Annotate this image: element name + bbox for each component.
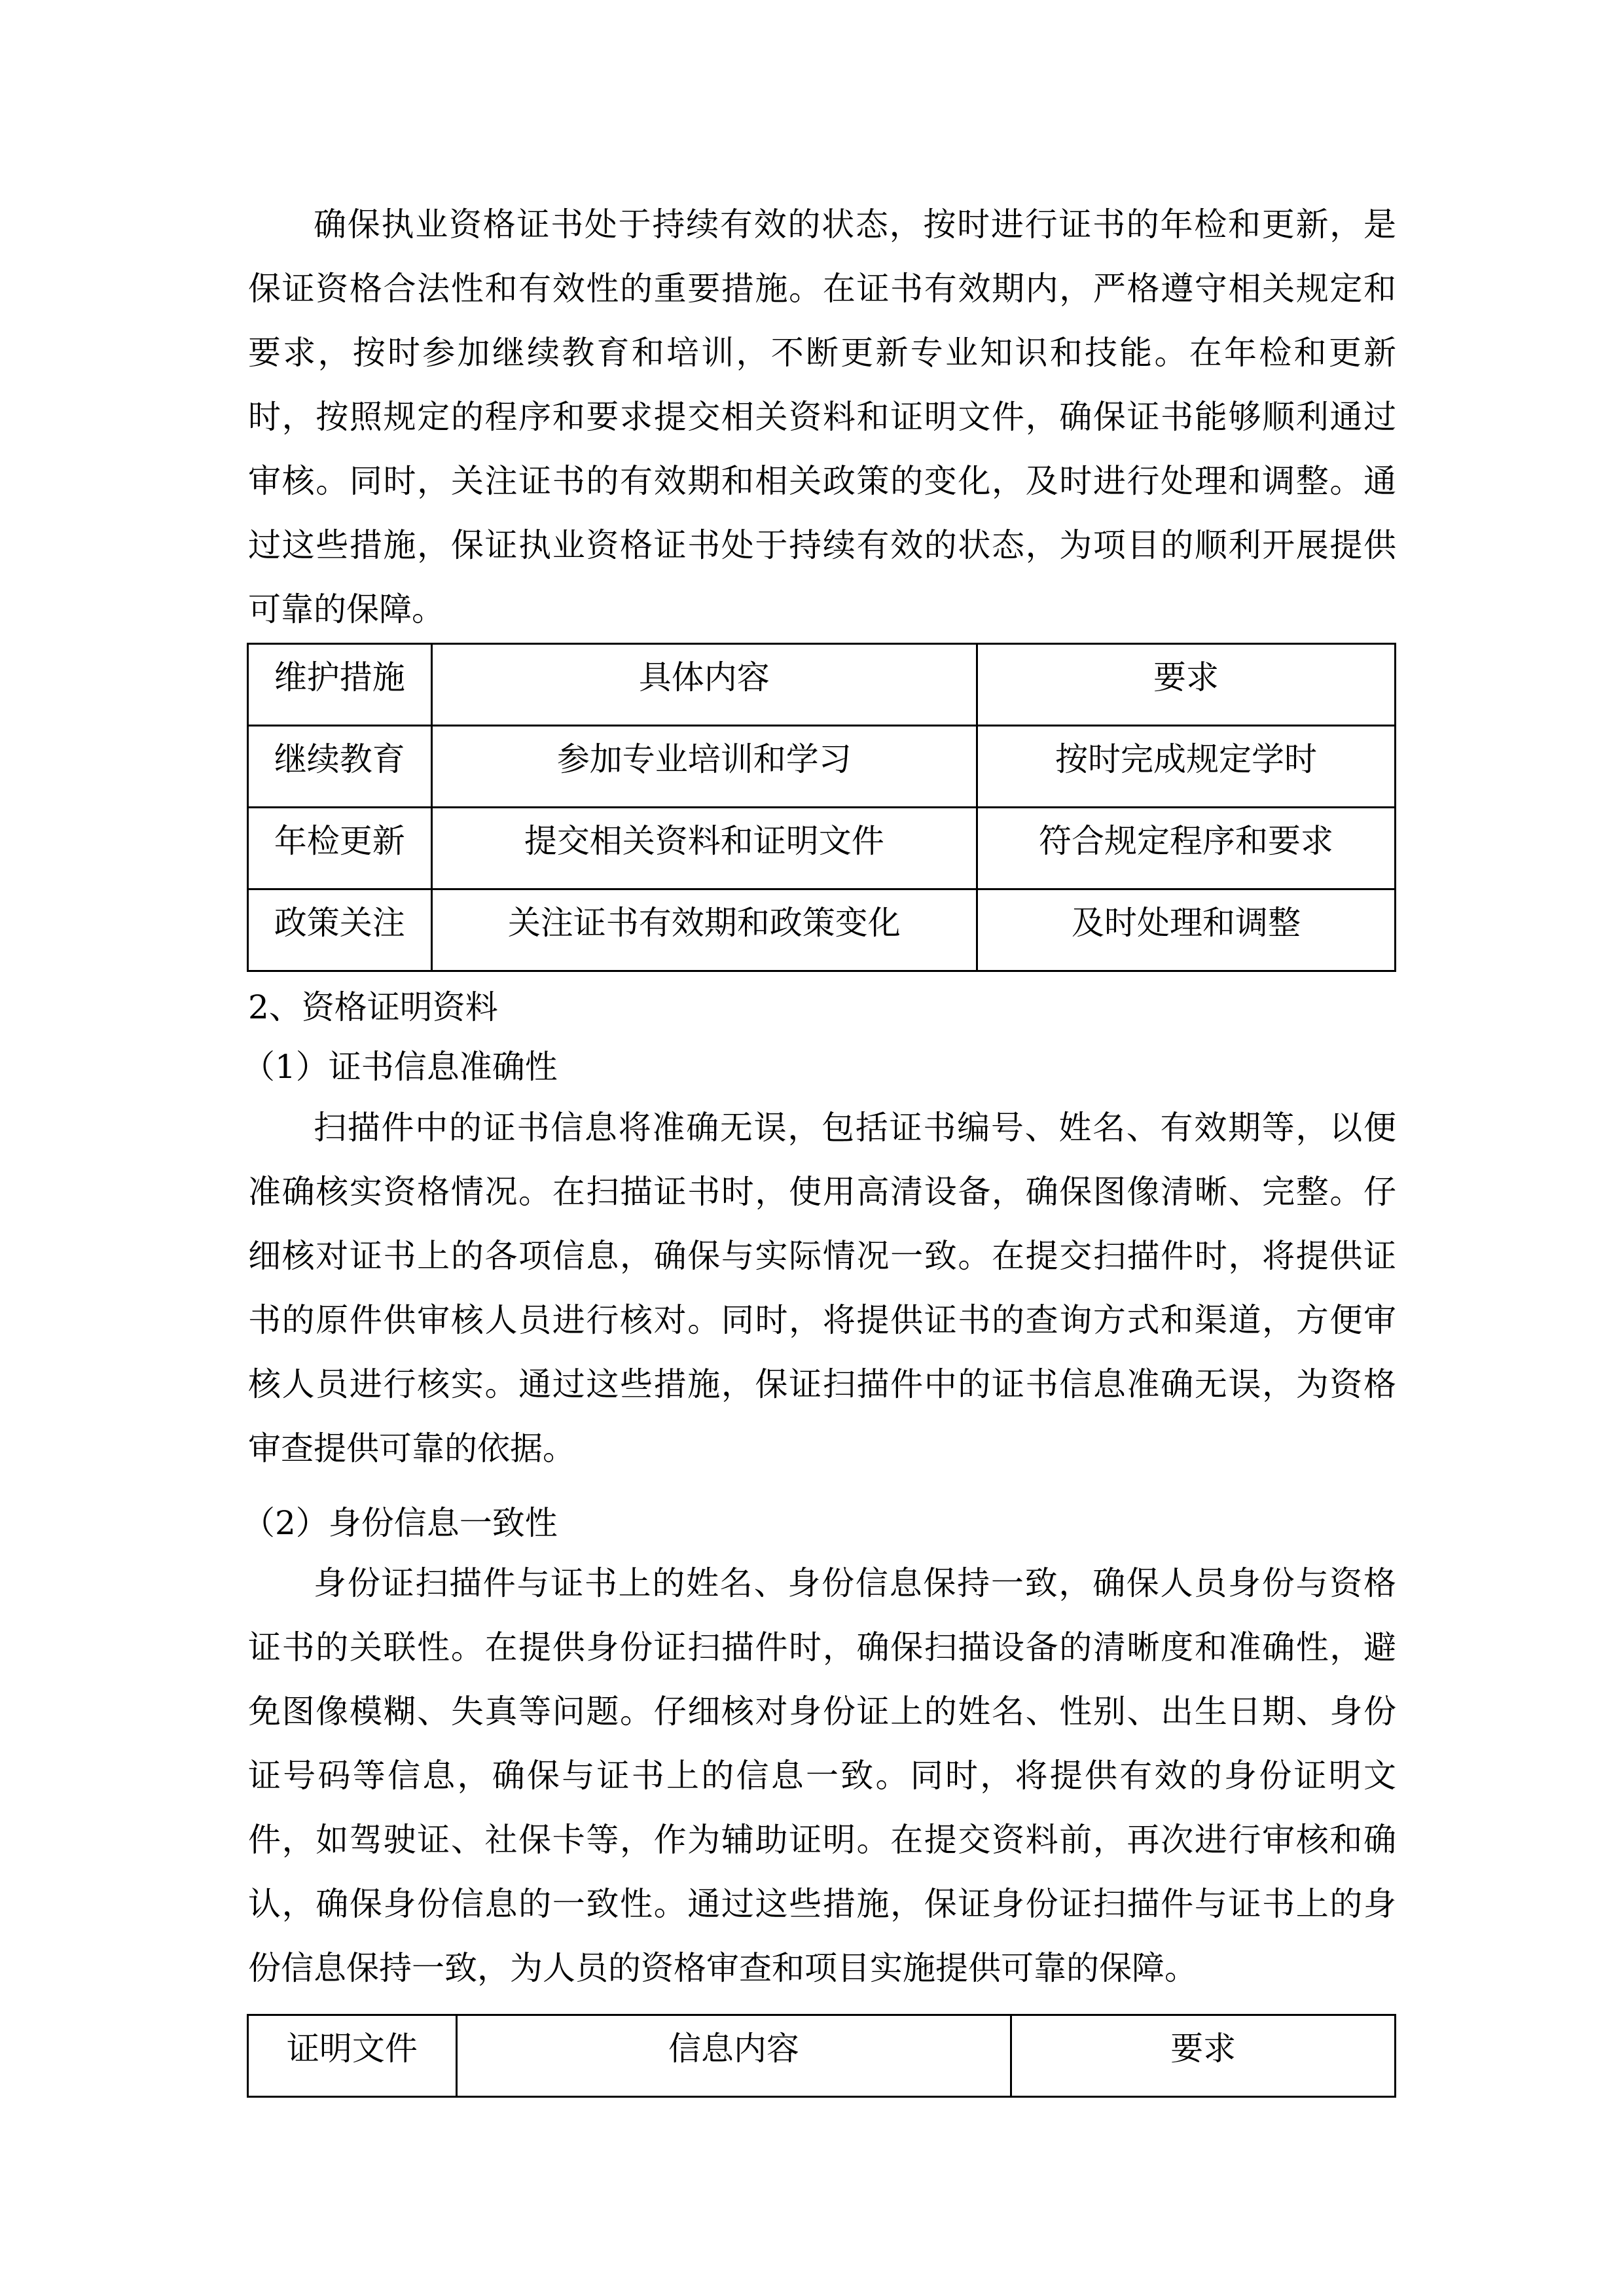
text-line: 认，确保身份信息的一致性。通过这些措施，保证身份证扫描件与证书上的身 [248, 1885, 1396, 1923]
text-line: 确保执业资格证书处于持续有效的状态，按时进行证书的年检和更新，是 [314, 206, 1396, 243]
table-cell: 符合规定程序和要求 [977, 808, 1396, 889]
text-line: 细核对证书上的各项信息，确保与实际情况一致。在提交扫描件时，将提供证 [248, 1237, 1396, 1275]
proof-documents-table [247, 2014, 1396, 2098]
table-row [248, 808, 1396, 889]
table-row [248, 726, 1396, 808]
table-header-cell: 要求 [977, 644, 1396, 726]
text-line: 免图像模糊、失真等问题。仔细核对身份证上的姓名、性别、出生日期、身份 [248, 1693, 1396, 1731]
text-line: 份信息保持一致，为人员的资格审查和项目实施提供可靠的保障。 [248, 1949, 1197, 1987]
table-cell: 年检更新 [248, 808, 432, 889]
text-line: 要求，按时参加继续教育和培训，不断更新专业知识和技能。在年检和更新 [248, 334, 1396, 372]
text-line: 准确核实资格情况。在扫描证书时，使用高清设备，确保图像清晰、完整。仔 [248, 1173, 1396, 1211]
text-line: 审查提供可靠的依据。 [248, 1429, 575, 1467]
maintenance-table [247, 643, 1396, 972]
subsection-heading-1: （1）证书信息准确性 [242, 1048, 558, 1086]
text-line: 审核。同时，关注证书的有效期和相关政策的变化，及时进行处理和调整。通 [248, 462, 1396, 500]
text-line: 核人员进行核实。通过这些措施，保证扫描件中的证书信息准确无误，为资格 [248, 1365, 1396, 1403]
table-header-row [248, 2015, 1396, 2097]
paragraph-3 [248, 1551, 1396, 2000]
subsection-heading-2: （2）身份信息一致性 [242, 1504, 558, 1542]
table-cell: 按时完成规定学时 [977, 726, 1396, 808]
table-header-cell: 要求 [1011, 2015, 1396, 2097]
table-cell: 及时处理和调整 [977, 889, 1396, 971]
table-header-cell: 维护措施 [248, 644, 432, 726]
table-cell: 提交相关资料和证明文件 [431, 808, 977, 889]
text-line: 证号码等信息，确保与证书上的信息一致。同时，将提供有效的身份证明文 [248, 1757, 1396, 1795]
table-cell: 关注证书有效期和政策变化 [431, 889, 977, 971]
table-header-cell: 具体内容 [431, 644, 977, 726]
table-header-row [248, 644, 1396, 726]
text-line: 身份证扫描件与证书上的姓名、身份信息保持一致，确保人员身份与资格 [314, 1564, 1396, 1602]
table-cell: 参加专业培训和学习 [431, 726, 977, 808]
text-line: 扫描件中的证书信息将准确无误，包括证书编号、姓名、有效期等，以便 [314, 1109, 1396, 1147]
section-heading: 2、资格证明资料 [248, 988, 498, 1026]
text-line: 书的原件供审核人员进行核对。同时，将提供证书的查询方式和渠道，方便审 [248, 1301, 1396, 1339]
text-line: 可靠的保障。 [248, 590, 444, 628]
table-header-cell: 证明文件 [248, 2015, 457, 2097]
table-header-cell: 信息内容 [456, 2015, 1011, 2097]
table-row [248, 889, 1396, 971]
text-line: 件，如驾驶证、社保卡等，作为辅助证明。在提交资料前，再次进行审核和确 [248, 1821, 1396, 1859]
text-line: 保证资格合法性和有效性的重要措施。在证书有效期内，严格遵守相关规定和 [248, 270, 1396, 308]
paragraph-2 [248, 1096, 1396, 1480]
table-cell: 继续教育 [248, 726, 432, 808]
text-line: 证书的关联性。在提供身份证扫描件时，确保扫描设备的清晰度和准确性，避 [248, 1628, 1396, 1666]
paragraph-1 [248, 192, 1396, 641]
table-cell: 政策关注 [248, 889, 432, 971]
text-line: 过这些措施，保证执业资格证书处于持续有效的状态，为项目的顺利开展提供 [248, 526, 1396, 564]
text-line: 时，按照规定的程序和要求提交相关资料和证明文件，确保证书能够顺利通过 [248, 398, 1396, 436]
